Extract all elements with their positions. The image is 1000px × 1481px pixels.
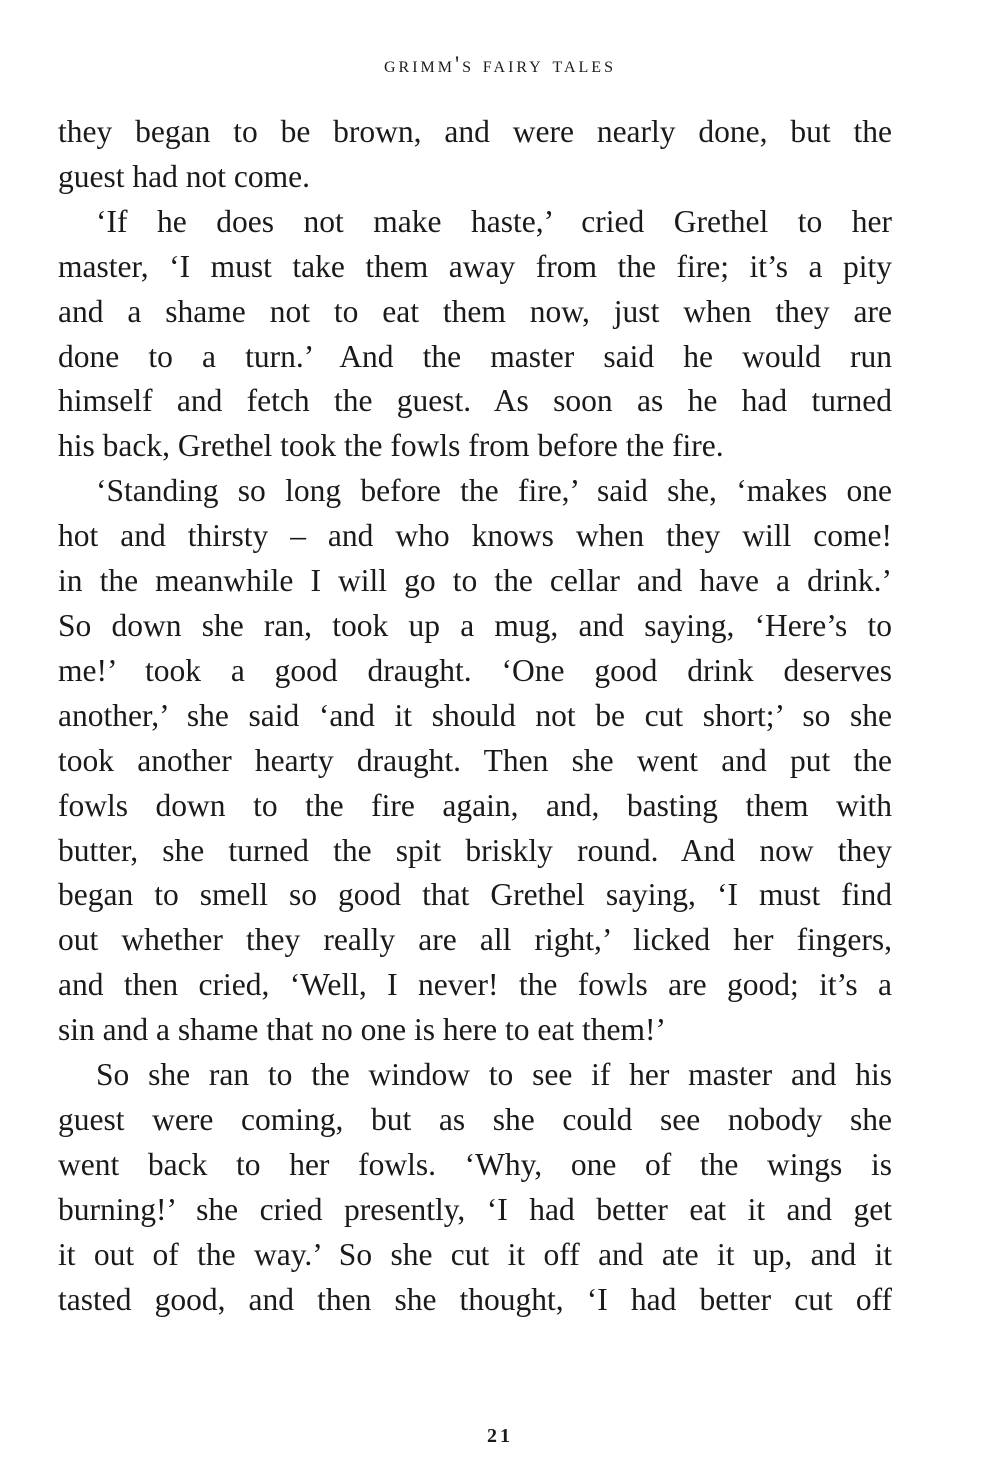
text-line: it out of the way.’ So she cut it off and ate it up, and it bbox=[58, 1236, 892, 1272]
text-line: another,’ she said ‘and it should not be cut short;’ so she bbox=[58, 697, 892, 733]
paragraph bbox=[58, 469, 892, 1053]
text-line: began to smell so good that Grethel saying, ‘I must find bbox=[58, 877, 892, 913]
page-number: 21 bbox=[487, 1425, 513, 1447]
text-line: hot and thirsty – and who knows when they will come! bbox=[58, 518, 892, 554]
paragraph bbox=[58, 110, 892, 200]
text-line: guest had not come. bbox=[58, 158, 310, 194]
text-line: himself and fetch the guest. As soon as he had turned bbox=[58, 383, 892, 419]
paragraph bbox=[58, 200, 892, 469]
text-line: me!’ took a good draught. ‘One good drink deserves bbox=[58, 652, 892, 688]
text-line: ‘Standing so long before the fire,’ said she, ‘makes one bbox=[96, 473, 892, 509]
text-line: ‘If he does not make haste,’ cried Grethel to her bbox=[96, 203, 892, 239]
text-line: and a shame not to eat them now, just when they are bbox=[58, 293, 892, 329]
text-line: guest were coming, but as she could see nobody she bbox=[58, 1101, 892, 1137]
body-text bbox=[58, 110, 892, 1322]
text-line: and then cried, ‘Well, I never! the fowls are good; it’s a bbox=[58, 967, 892, 1003]
paragraph bbox=[58, 1053, 892, 1322]
text-line: in the meanwhile I will go to the cellar and have a drink.’ bbox=[58, 563, 892, 599]
text-line: butter, she turned the spit briskly round. And now they bbox=[58, 832, 892, 868]
text-line: So down she ran, took up a mug, and saying, ‘Here’s to bbox=[58, 607, 892, 643]
text-line: took another hearty draught. Then she went and put the bbox=[58, 742, 892, 778]
text-line: his back, Grethel took the fowls from before the fire. bbox=[58, 428, 724, 464]
text-line: went back to her fowls. ‘Why, one of the wings is bbox=[58, 1146, 892, 1182]
text-line: out whether they really are all right,’ licked her fingers, bbox=[58, 922, 892, 958]
text-line: tasted good, and then she thought, ‘I had better cut off bbox=[58, 1281, 892, 1317]
running-head bbox=[0, 52, 1000, 78]
text-line: master, ‘I must take them away from the fire; it’s a pity bbox=[58, 248, 892, 284]
text-line: they began to be brown, and were nearly done, but the bbox=[58, 114, 892, 149]
text-line: sin and a shame that no one is here to eat them!’ bbox=[58, 1012, 666, 1048]
text-line: done to a turn.’ And the master said he would run bbox=[58, 338, 892, 374]
running-head-title: grimm's fairy tales bbox=[384, 52, 616, 77]
text-line: fowls down to the fire again, and, basting them with bbox=[58, 787, 892, 823]
text-line: So she ran to the window to see if her master and his bbox=[96, 1057, 892, 1093]
text-line: burning!’ she cried presently, ‘I had better eat it and get bbox=[58, 1191, 892, 1227]
